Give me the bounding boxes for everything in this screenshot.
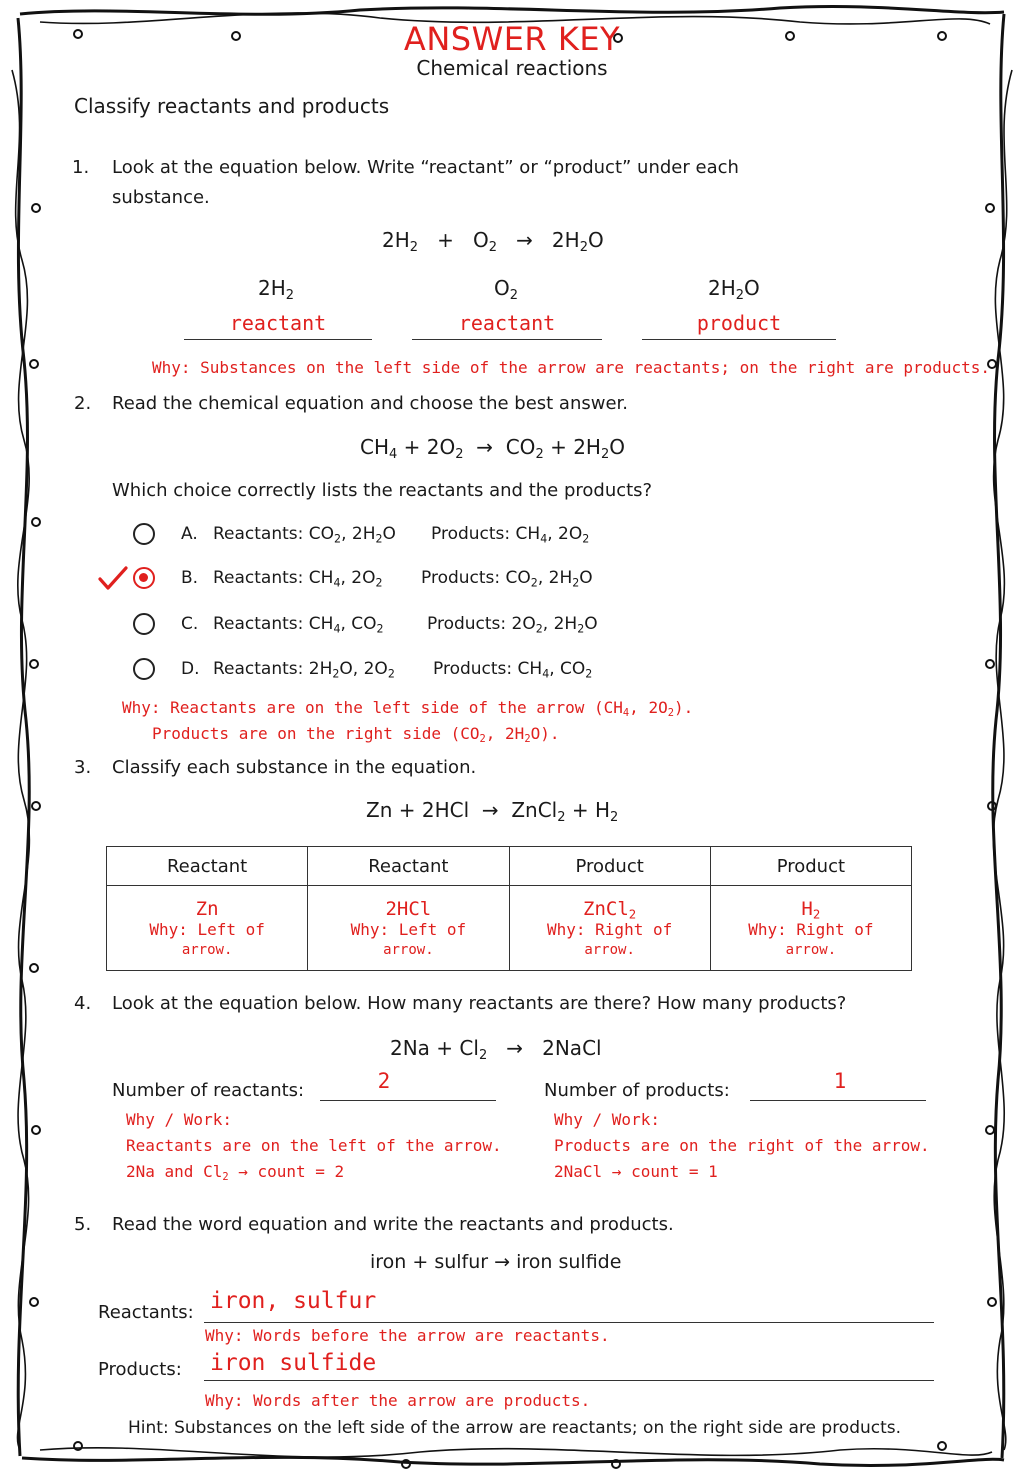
reactants-count-field[interactable]: 2 xyxy=(377,1069,391,1093)
q4-left-work-line2: 2Na and $Cl_2$ → count = 2 xyxy=(126,1162,345,1184)
answer-underline xyxy=(412,339,602,340)
q4-left-work-title: Why / Work: xyxy=(126,1110,232,1129)
q2-question: Which choice correctly lists the reactants and the products? xyxy=(112,480,653,501)
q4-left-work-line1: Reactants are on the left of the arrow. xyxy=(126,1136,502,1155)
q1-item-label: $O_2$ xyxy=(494,276,519,303)
table-header: Product xyxy=(710,847,911,886)
cell-answer: $H_2$ xyxy=(801,898,821,922)
option-a-products: Products: $CH_4$, $2O_2$ xyxy=(431,524,590,546)
q5-prompt: Read the word equation and write the reactants and products. xyxy=(112,1214,674,1235)
table-header: Reactant xyxy=(107,847,308,886)
q1-equation: $2H_2$ + $O_2$ → $2H_2O$ xyxy=(382,228,604,255)
cell-why: Why: Right of xyxy=(547,920,673,939)
q1-item-label: $2H_2O$ xyxy=(708,276,760,303)
answer-underline xyxy=(184,339,372,340)
q4-right-work-title: Why / Work: xyxy=(554,1110,660,1129)
option-b-letter: B. xyxy=(181,568,199,588)
option-b-radio[interactable] xyxy=(133,567,155,589)
table-cell[interactable] xyxy=(509,886,710,971)
option-d-reactants: Reactants: $2H_2O$, $2O_2$ xyxy=(213,659,395,681)
cell-why: arrow. xyxy=(584,942,635,958)
page-subtitle: Chemical reactions xyxy=(416,56,608,80)
reactants-count-label: Number of reactants: xyxy=(112,1080,305,1101)
option-d-letter: D. xyxy=(181,659,200,679)
cell-why: Why: Left of xyxy=(350,920,467,939)
q2-why-line1: Why: Reactants are on the left side of the arrow ($CH_4$, $2O_2$). xyxy=(122,698,694,720)
q1-answer-field[interactable]: reactant xyxy=(458,311,556,335)
q3-equation: Zn + 2HCl → ZnCl$_2$ + $H_2$ xyxy=(366,798,619,825)
table-cell[interactable] xyxy=(107,886,308,971)
products-label: Products: xyxy=(98,1359,182,1380)
table-cell[interactable] xyxy=(710,886,911,971)
reactants-label: Reactants: xyxy=(98,1302,194,1323)
option-c-products: Products: $2O_2$, $2H_2O$ xyxy=(427,614,598,636)
option-a-letter: A. xyxy=(181,524,198,544)
cell-answer: ZnCl$_2$ xyxy=(583,898,637,922)
cell-answer: Zn xyxy=(195,898,219,920)
answer-underline xyxy=(750,1100,926,1101)
section-heading: Classify reactants and products xyxy=(74,94,390,118)
option-d-products: Products: $CH_4$, $CO_2$ xyxy=(433,659,593,681)
q1-answer-field[interactable]: product xyxy=(696,311,782,335)
reactants-answer-field[interactable]: iron, sulfur xyxy=(210,1288,377,1314)
hint-text: Hint: Substances on the left side of the arrow are reactants; on the right side are products. xyxy=(128,1418,902,1438)
table-header-row xyxy=(107,847,912,886)
cell-why: arrow. xyxy=(383,942,434,958)
q1-answer-field[interactable]: reactant xyxy=(229,311,327,335)
products-count-field[interactable]: 1 xyxy=(833,1069,847,1093)
q4-number: 4. xyxy=(74,993,92,1014)
q5-reactants-why: Why: Words before the arrow are reactants. xyxy=(205,1326,610,1345)
products-count-label: Number of products: xyxy=(544,1080,730,1101)
cell-why: arrow. xyxy=(181,942,233,958)
q4-equation: $2Na + Cl_2$ → 2NaCl xyxy=(390,1036,602,1063)
option-b-products: Products: $CO_2$, $2H_2O$ xyxy=(421,568,593,590)
q2-number: 2. xyxy=(74,393,92,414)
page-title: ANSWER KEY xyxy=(403,20,621,58)
q2-why-line2: Products are on the right side ($CO_2$, $2H_2O$). xyxy=(152,724,560,746)
q1-item-label: $2H_2$ xyxy=(258,276,295,303)
table-header: Reactant xyxy=(308,847,509,886)
q1-prompt-line2: substance. xyxy=(112,187,210,208)
option-d-radio[interactable] xyxy=(133,658,155,680)
q4-right-work-line1: Products are on the right of the arrow. xyxy=(554,1136,930,1155)
q5-word-equation: iron + sulfur → iron sulfide xyxy=(370,1251,622,1273)
products-answer-field[interactable]: iron sulfide xyxy=(210,1350,377,1376)
option-c-reactants: Reactants: $CH_4$, $CO_2$ xyxy=(213,614,384,636)
table-row xyxy=(107,886,912,971)
q3-prompt: Classify each substance in the equation. xyxy=(112,757,477,778)
table-cell[interactable] xyxy=(308,886,509,971)
q1-why: Why: Substances on the left side of the arrow are reactants; on the right are products. xyxy=(152,358,991,377)
cell-answer: 2HCl xyxy=(385,898,432,920)
q5-number: 5. xyxy=(74,1214,92,1235)
q5-products-why: Why: Words after the arrow are products. xyxy=(205,1391,591,1410)
q3-number: 3. xyxy=(74,757,92,778)
classification-table xyxy=(106,846,912,971)
q1-prompt-line1: Look at the equation below. Write “reactant” or “product” under each xyxy=(112,157,739,178)
answer-underline xyxy=(320,1100,496,1101)
option-b-reactants: Reactants: $CH_4$, $2O_2$ xyxy=(213,568,383,590)
q1-number: 1. xyxy=(72,157,90,178)
q4-prompt: Look at the equation below. How many reactants are there? How many products? xyxy=(112,993,847,1014)
option-c-letter: C. xyxy=(181,614,199,634)
checkmark-icon xyxy=(98,566,128,592)
cell-why: arrow. xyxy=(785,942,837,958)
option-c-radio[interactable] xyxy=(133,613,155,635)
option-a-reactants: Reactants: $CO_2$, $2H_2O$ xyxy=(213,524,396,546)
option-a-radio[interactable] xyxy=(133,523,155,545)
cell-why: Why: Right of xyxy=(748,920,874,939)
answer-underline xyxy=(204,1322,934,1323)
q2-equation: $CH_4 + 2O_2 \to CO_2 + 2H_2O$ xyxy=(360,435,625,462)
answer-underline xyxy=(204,1380,934,1381)
q2-prompt: Read the chemical equation and choose the best answer. xyxy=(112,393,629,414)
answer-underline xyxy=(642,339,836,340)
table-header: Product xyxy=(509,847,710,886)
cell-why: Why: Left of xyxy=(149,920,265,939)
q4-right-work-line2: 2NaCl → count = 1 xyxy=(554,1162,718,1181)
